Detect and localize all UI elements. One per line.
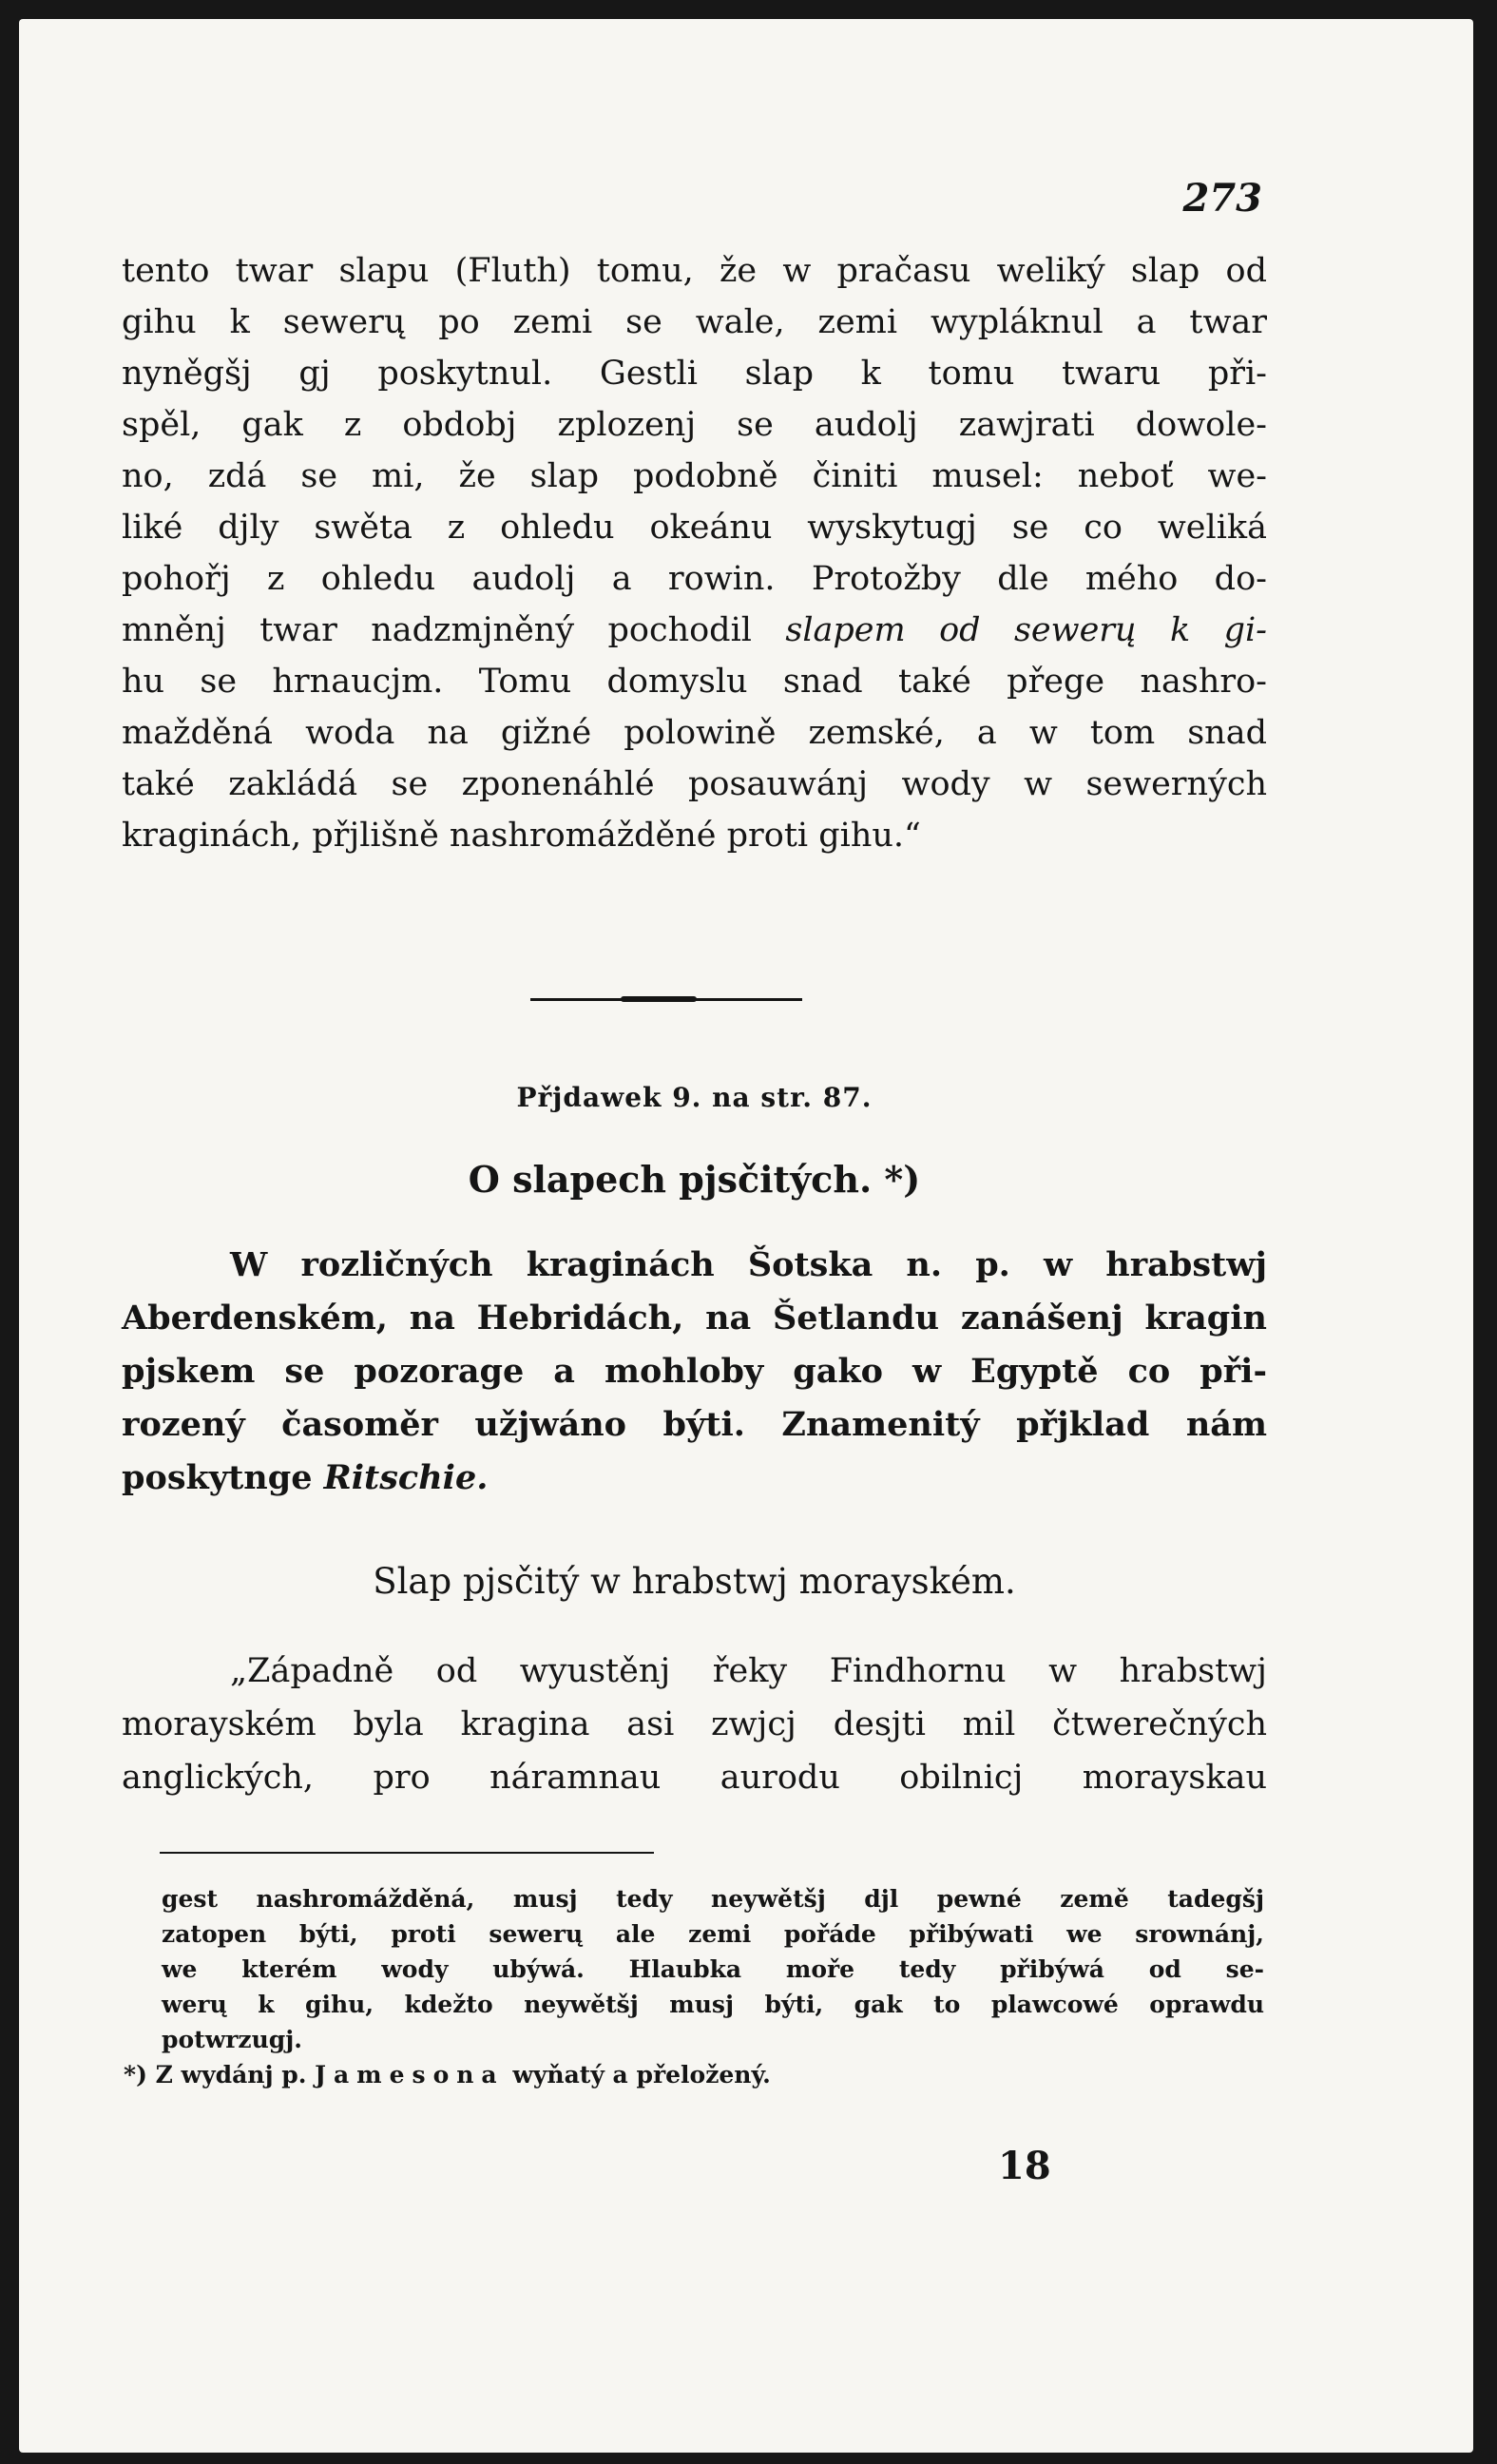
section-line: rozený časoměr užjwáno býti. Znamenitý přjklad nám xyxy=(122,1405,1267,1444)
body-line: no, zdá se mi, že slap podobně činiti musel: neboť we- xyxy=(122,457,1267,495)
footnote-line: werų k gihu, kdežto neywětšj musj býti, gak to plawcowé oprawdu xyxy=(162,1991,1264,2018)
quote-line: „Západně od wyustěnj řeky Findhornu w hrabstwj xyxy=(230,1652,1267,1690)
footnote-line: zatopen býti, proti sewerų ale zemi pořáde přibýwati we srownánj, xyxy=(162,1920,1264,1948)
footnote-line: potwrzugj. xyxy=(162,2026,302,2053)
quote-line: morayském byla kragina asi zwjcj desjti mil čtwerečných xyxy=(122,1705,1267,1743)
star-footnote-prefix: *) Z wydánj p. xyxy=(124,2061,307,2089)
section-heading: O slapech pjsčitých. *) xyxy=(468,1158,921,1201)
body-line: tento twar slapu (Fluth) tomu, že w pračasu weliký slap od xyxy=(122,252,1267,290)
section-line: Aberdenském, na Hebridách, na Šetlandu zanášenj kragin xyxy=(122,1299,1267,1338)
section-line: pjskem se pozorage a mohloby gako w Egyptě co při- xyxy=(122,1352,1267,1391)
body-line: spěl, gak z obdobj zplozenj se audolj zawjrati dowole- xyxy=(122,406,1267,444)
body-line: hu se hrnaucjm. Tomu domyslu snad také přege nashro- xyxy=(122,663,1267,701)
subsection-heading: Slap pjsčitý w hrabstwj morayském. xyxy=(373,1561,1016,1602)
footnote-line: we kterém wody ubýwá. Hlaubka moře tedy přibýwá od se- xyxy=(162,1955,1264,1983)
section-separator xyxy=(530,998,802,1001)
body-line: gihu k sewerų po zemi se wale, zemi wypláknul a twar xyxy=(122,303,1267,341)
body-line: mažděná woda na gižné polowině zemské, a w tom snad xyxy=(122,714,1267,752)
body-line: kraginách, přjlišně nashromážděné proti gihu.“ xyxy=(122,817,921,855)
page-number: 273 xyxy=(1182,176,1262,221)
italic-phrase: slapem od sewerų k gi- xyxy=(785,611,1267,649)
footnote-rule xyxy=(160,1852,654,1854)
star-footnote xyxy=(124,2061,1264,2089)
signature-mark: 18 xyxy=(998,2144,1051,2188)
body-line: nyněgšj gj poskytnul. Gestli slap k tomu twaru při- xyxy=(122,355,1267,393)
section-text: poskytnge xyxy=(122,1458,313,1497)
quote-line: anglických, pro náramnau aurodu obilnicj morayskau xyxy=(122,1759,1267,1797)
addendum-reference: Přjdawek 9. na str. 87. xyxy=(516,1082,873,1113)
body-line: pohořj z ohledu audolj a rowin. Protožby dle mého do- xyxy=(122,560,1267,598)
section-line-with-italic xyxy=(122,1458,1267,1497)
body-line: liké djly swěta z ohledu okeánu wyskytugj se co weliká xyxy=(122,509,1267,547)
star-footnote-suffix: wyňatý a přeložený. xyxy=(512,2061,771,2089)
footnote-line: gest nashromážděná, musj tedy neywětšj djl pewné země tadegšj xyxy=(162,1885,1264,1913)
italic-name: Ritschie. xyxy=(323,1458,489,1497)
section-line: W rozličných kraginách Šotska n. p. w hrabstwj xyxy=(230,1245,1267,1284)
body-line-with-italic xyxy=(122,611,1267,649)
body-line: také zakládá se zponenáhlé posauwánj wody w sewerných xyxy=(122,765,1267,803)
book-page xyxy=(19,19,1473,2453)
body-text: mněnj twar nadzmjněný pochodil xyxy=(122,611,752,649)
star-footnote-name: Jamesona xyxy=(315,2061,505,2089)
